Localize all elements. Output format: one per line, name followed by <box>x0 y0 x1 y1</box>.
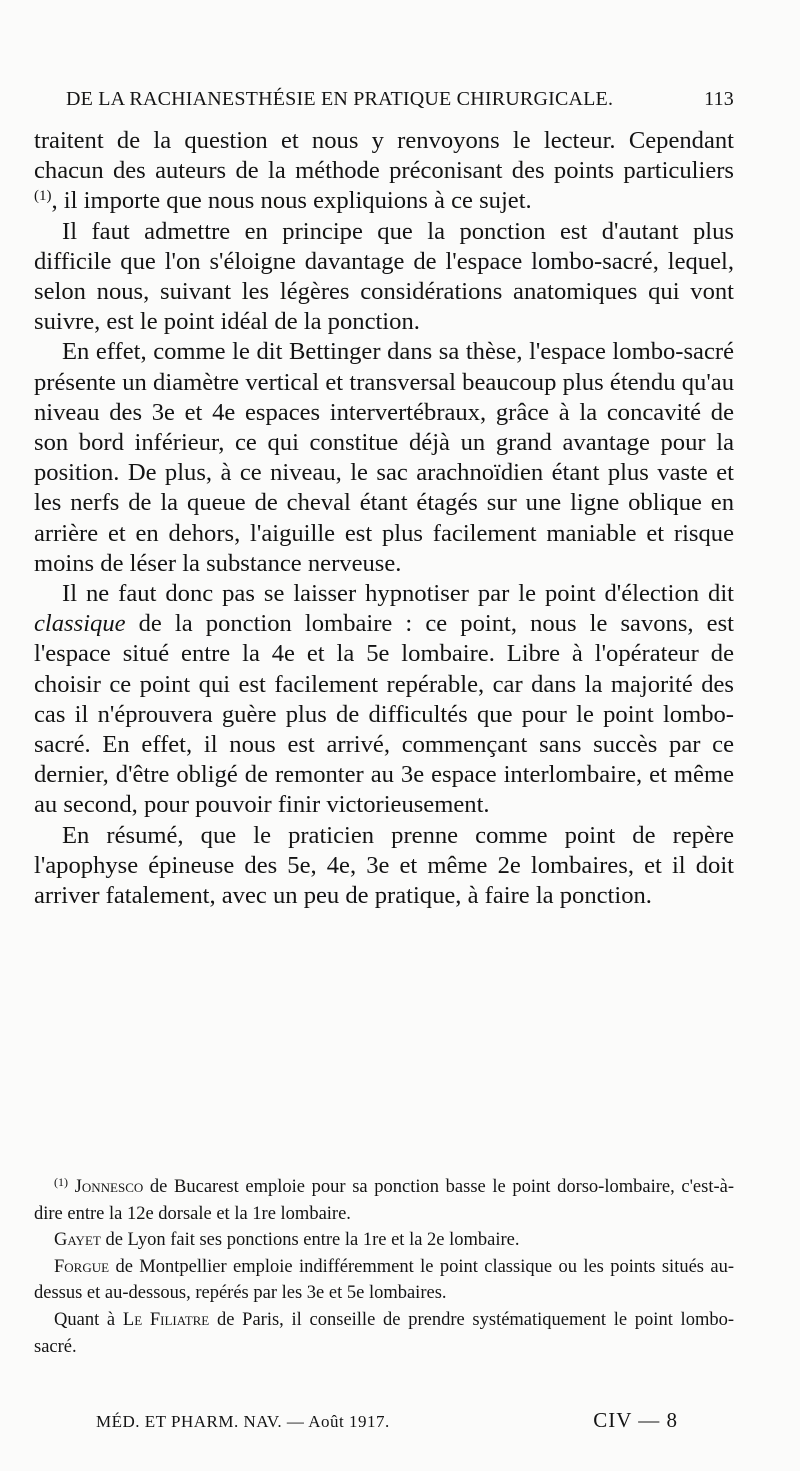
footnote-4-start: Quant à <box>54 1309 116 1330</box>
footnotes <box>34 1174 734 1360</box>
footnote-2 <box>34 1227 734 1254</box>
footnote-2-name: Gayet <box>54 1230 101 1251</box>
footnote-mark: (1) <box>54 1175 68 1189</box>
footnote-4-name: Le Filiatre <box>122 1309 210 1330</box>
running-title: DE LA RACHIANESTHÉSIE EN PRATIQUE CHIRURGICALE. <box>66 88 614 110</box>
journal-line: MÉD. ET PHARM. NAV. — Août 1917. <box>96 1412 390 1431</box>
main-text <box>34 126 734 911</box>
footnote-2-text: de Lyon fait ses ponctions entre la 1re et la 2e lombaire. <box>105 1230 520 1251</box>
footnote-1-text: de Bucarest emploie pour sa ponction basse le point dorso-lombaire, c'est-à-dire entre la 12e dorsale et la 1re lombaire. <box>34 1177 734 1224</box>
footnote-3-name: Forgue <box>54 1256 110 1277</box>
paragraph-4-end: de la ponction lombaire : ce point, nous le savons, est l'espace situé entre la 4e et la 5e lombaire. Libre à l'opérateur de choisir ce point qui est facilement repérable, car dans la majorité des cas il n'éprouvera guère plus de difficultés que pour le point lombo-sacré. En effet, il nous est arrivé, commençant sans succès par ce dernier, d'être obligé de remonter au 3e espace interlombaire, et même au second, pour pouvoir finir victorieusement. <box>34 610 734 819</box>
paragraph-1-text: traitent de la question et nous y renvoyons le lecteur. Cependant chacun des auteurs de la méthode préconisant des points particuliers <box>34 127 734 185</box>
footnote-4 <box>34 1307 734 1360</box>
page-number: 113 <box>704 88 734 110</box>
page-footer <box>96 1408 678 1438</box>
footnote-1 <box>34 1174 734 1227</box>
footnote-3-text: de Montpellier emploie indifféremment le point classique ou les points situés au-dessus et au-dessous, repérés par les 3e et 5e lombaires. <box>34 1256 734 1304</box>
paragraph-1 <box>34 126 734 217</box>
footnote-4-text: de Paris, il conseille de prendre systématiquement le point lombo-sacré. <box>34 1309 734 1357</box>
paragraph-4-start: Il ne faut donc pas se laisser hypnotiser par le point d'élection dit <box>62 580 734 608</box>
paragraph-2: Il faut admettre en principe que la ponction est d'autant plus difficile que l'on s'éloigne davantage de l'espace lombo-sacré, lequel, selon nous, suivant les légères considérations anatomiques qui vont suivre, est le point idéal de la ponction. <box>34 217 734 336</box>
footnote-reference: (1) <box>34 188 52 205</box>
signature-mark: CIV — 8 <box>593 1408 678 1432</box>
footnote-3 <box>34 1254 734 1307</box>
paragraph-4 <box>34 579 734 821</box>
footnote-1-name: Jonnesco <box>74 1177 144 1197</box>
paragraph-5: En résumé, que le praticien prenne comme point de repère l'apophyse épineuse des 5e, 4e, 3e et même 2e lombaires, et il doit arriver fatalement, avec un peu de pratique, à faire la ponction. <box>34 821 734 910</box>
running-header <box>66 88 734 118</box>
paragraph-4-emphasis: classique <box>34 610 126 638</box>
paragraph-3: En effet, comme le dit Bettinger dans sa thèse, l'espace lombo-sacré présente un diamètre vertical et transversal beaucoup plus étendu qu'au niveau des 3e et 4e espaces intervertébraux, grâce à la concavité de son bord inférieur, ce qui constitue déjà un grand avantage pour la position. De plus, à ce niveau, le sac arachnoïdien étant plus vaste et les nerfs de la queue de cheval étant étagés sur une ligne oblique en arrière et en dehors, l'aiguille est plus facilement maniable et risque moins de léser la substance nerveuse. <box>34 338 734 577</box>
paragraph-1-tail: , il importe que nous nous expliquions à ce sujet. <box>51 187 532 215</box>
